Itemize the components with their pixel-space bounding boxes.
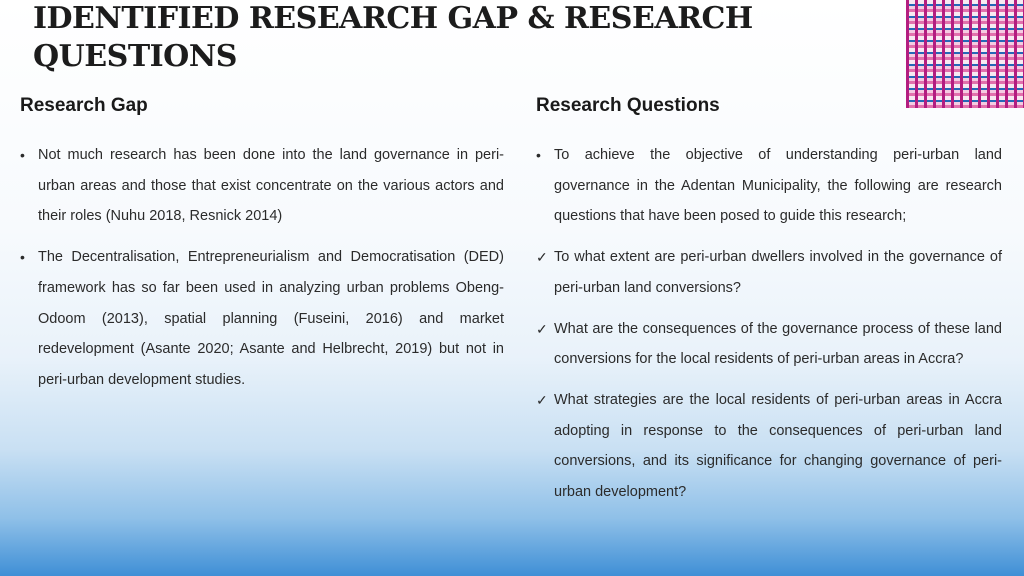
research-gap-list bbox=[20, 140, 504, 396]
list-item bbox=[536, 242, 1002, 303]
list-item-text: Not much research has been done into the land governance in peri-urban areas and those that exist concentrate on the various actors and their roles (Nuhu 2018, Resnick 2014) bbox=[38, 147, 504, 225]
research-questions-heading: Research Questions bbox=[536, 95, 720, 116]
list-item-text: To what extent are peri-urban dwellers involved in the governance of peri-urban land conversions? bbox=[554, 249, 1002, 296]
slide-title: IDENTIFIED RESEARCH GAP & RESEARCH QUESTIONS bbox=[33, 1, 753, 74]
list-item-text: To achieve the objective of understanding peri-urban land governance in the Adentan Municipality, the following are research questions that have been posed to guide this research; bbox=[554, 147, 1002, 225]
research-questions-column bbox=[536, 92, 1002, 518]
checkmark-icon: ✓ bbox=[536, 249, 548, 266]
list-item bbox=[536, 385, 1002, 508]
research-gap-heading: Research Gap bbox=[20, 95, 148, 116]
list-item bbox=[536, 314, 1002, 375]
list-item-text: What strategies are the local residents of peri-urban areas in Accra adopting in response to the consequences of peri-urban land conversions, and its significance for changing governance of peri-urban development? bbox=[554, 391, 1002, 501]
bullet-icon: • bbox=[20, 249, 25, 266]
checkmark-icon: ✓ bbox=[536, 391, 548, 408]
research-gap-column bbox=[20, 92, 504, 406]
list-item bbox=[20, 140, 504, 232]
research-questions-list bbox=[536, 140, 1002, 508]
list-item bbox=[20, 242, 504, 396]
checkmark-icon: ✓ bbox=[536, 320, 548, 337]
list-item-text: What are the consequences of the governance process of these land conversions for the local residents of peri-urban areas in Accra? bbox=[554, 320, 1002, 368]
list-item bbox=[536, 140, 1002, 232]
list-item-text: The Decentralisation, Entrepreneurialism and Democratisation (DED) framework has so far been used in analyzing urban problems Obeng-Odoom (2013), spatial planning (Fuseini, 2016) and market redevelopment (Asante 2020; Asante and Helbrecht, 2019) but not in peri-urban development studies. bbox=[38, 249, 504, 388]
bullet-icon: • bbox=[536, 147, 541, 163]
bullet-icon: • bbox=[20, 147, 25, 163]
